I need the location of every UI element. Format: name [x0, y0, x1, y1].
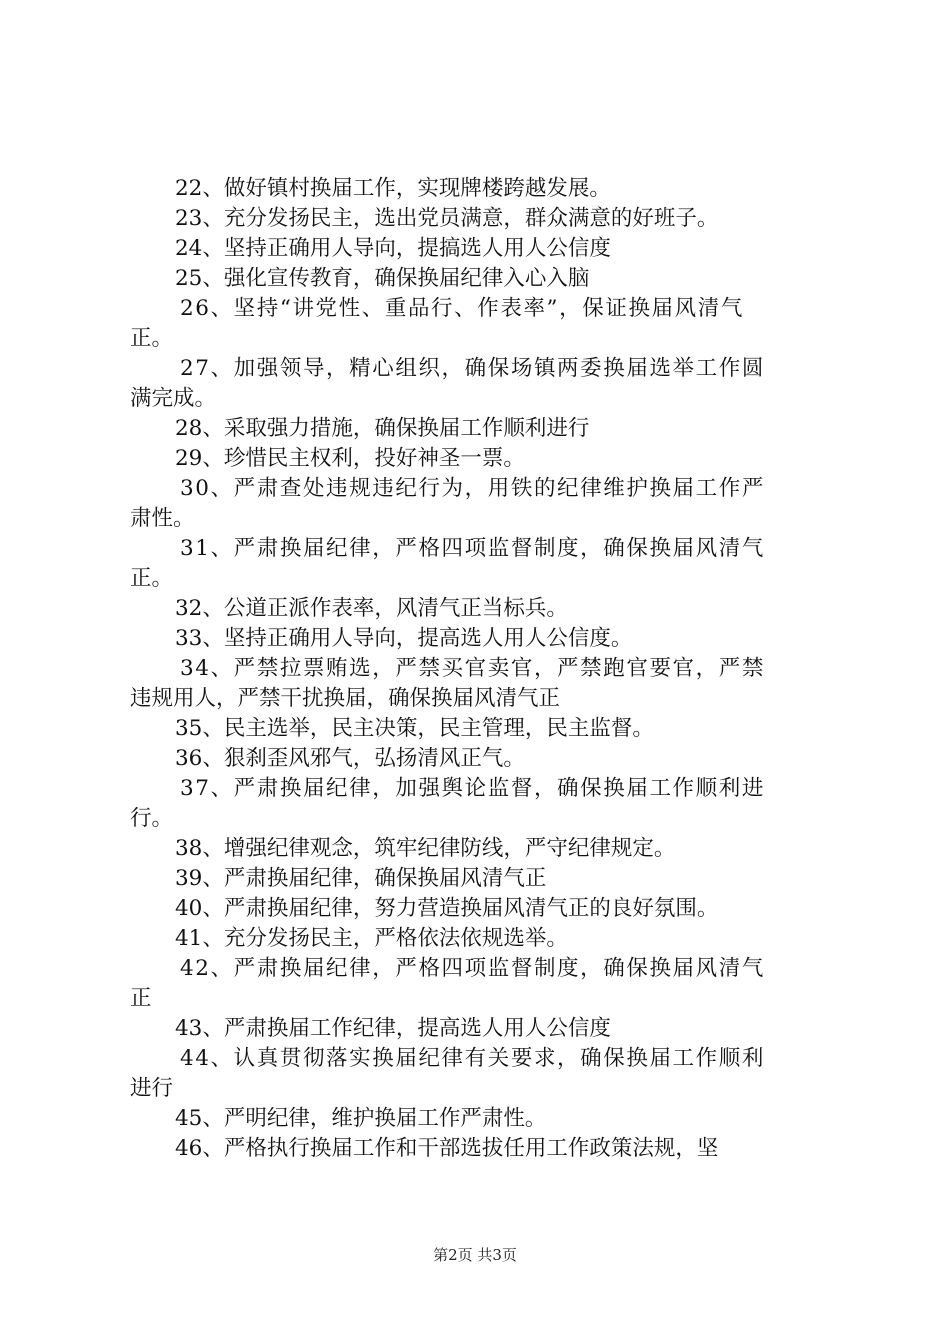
- text-line: 31、严肃换届纪律，严格四项监督制度，确保换届风清气: [180, 536, 765, 561]
- text-line: 43、严肃换届工作纪律，提高选人用人公信度: [175, 1016, 611, 1041]
- text-line: 42、严肃换届纪律，严格四项监督制度，确保换届风清气: [180, 956, 765, 981]
- text-line: 33、坚持正确用人导向，提高选人用人公信度。: [175, 626, 633, 651]
- text-line: 44、认真贯彻落实换届纪律有关要求，确保换届工作顺利: [180, 1046, 765, 1071]
- text-line: 39、严肃换届纪律，确保换届风清气正: [175, 866, 547, 891]
- text-line: 37、严肃换届纪律，加强舆论监督，确保换届工作顺利进: [180, 776, 765, 801]
- text-line: 满完成。: [130, 386, 217, 411]
- text-line: 46、严格执行换届工作和干部选拔任用工作政策法规，坚: [175, 1136, 719, 1161]
- text-line: 38、增强纪律观念，筑牢纪律防线，严守纪律规定。: [175, 836, 676, 861]
- text-line: 28、采取强力措施，确保换届工作顺利进行: [175, 416, 590, 441]
- text-line: 30、严肃查处违规违纪行为，用铁的纪律维护换届工作严: [180, 476, 765, 501]
- text-line: 45、严明纪律，维护换届工作严肃性。: [175, 1106, 547, 1131]
- text-line: 违规用人，严禁干扰换届，确保换届风清气正: [130, 686, 561, 711]
- text-line: 29、珍惜民主权利，投好神圣一票。: [175, 446, 525, 471]
- text-line: 正。: [130, 566, 174, 591]
- text-line: 23、充分发扬民主，选出党员满意，群众满意的好班子。: [175, 206, 719, 231]
- page-footer: 第2页 共3页: [433, 1246, 517, 1264]
- text-line: 40、严肃换届纪律，努力营造换届风清气正的良好氛围。: [175, 896, 719, 921]
- text-line: 24、坚持正确用人导向，提搞选人用人公信度: [175, 236, 611, 261]
- text-line: 36、狠刹歪风邪气，弘扬清风正气。: [175, 746, 525, 771]
- document-body: [130, 174, 830, 1164]
- text-line: 35、民主选举，民主决策，民主管理，民主监督。: [175, 716, 654, 741]
- text-line: 22、做好镇村换届工作，实现牌楼跨越发展。: [175, 176, 611, 201]
- text-line: 34、严禁拉票贿选，严禁买官卖官，严禁跑官要官，严禁: [180, 656, 765, 681]
- text-line: 进行: [130, 1076, 174, 1101]
- text-line: 32、公道正派作表率，风清气正当标兵。: [175, 596, 568, 621]
- text-line: 26、坚持“讲党性、重品行、作表率”，保证换届风清气: [180, 296, 744, 321]
- text-line: 正。: [130, 326, 174, 351]
- text-line: 25、强化宣传教育，确保换届纪律入心入脑: [175, 266, 590, 291]
- text-line: 27、加强领导，精心组织，确保场镇两委换届选举工作圆: [180, 356, 765, 381]
- text-line: 行。: [130, 806, 174, 831]
- text-line: 41、充分发扬民主，严格依法依规选举。: [175, 926, 568, 951]
- text-line: 正: [130, 986, 152, 1011]
- text-line: 肃性。: [130, 506, 195, 531]
